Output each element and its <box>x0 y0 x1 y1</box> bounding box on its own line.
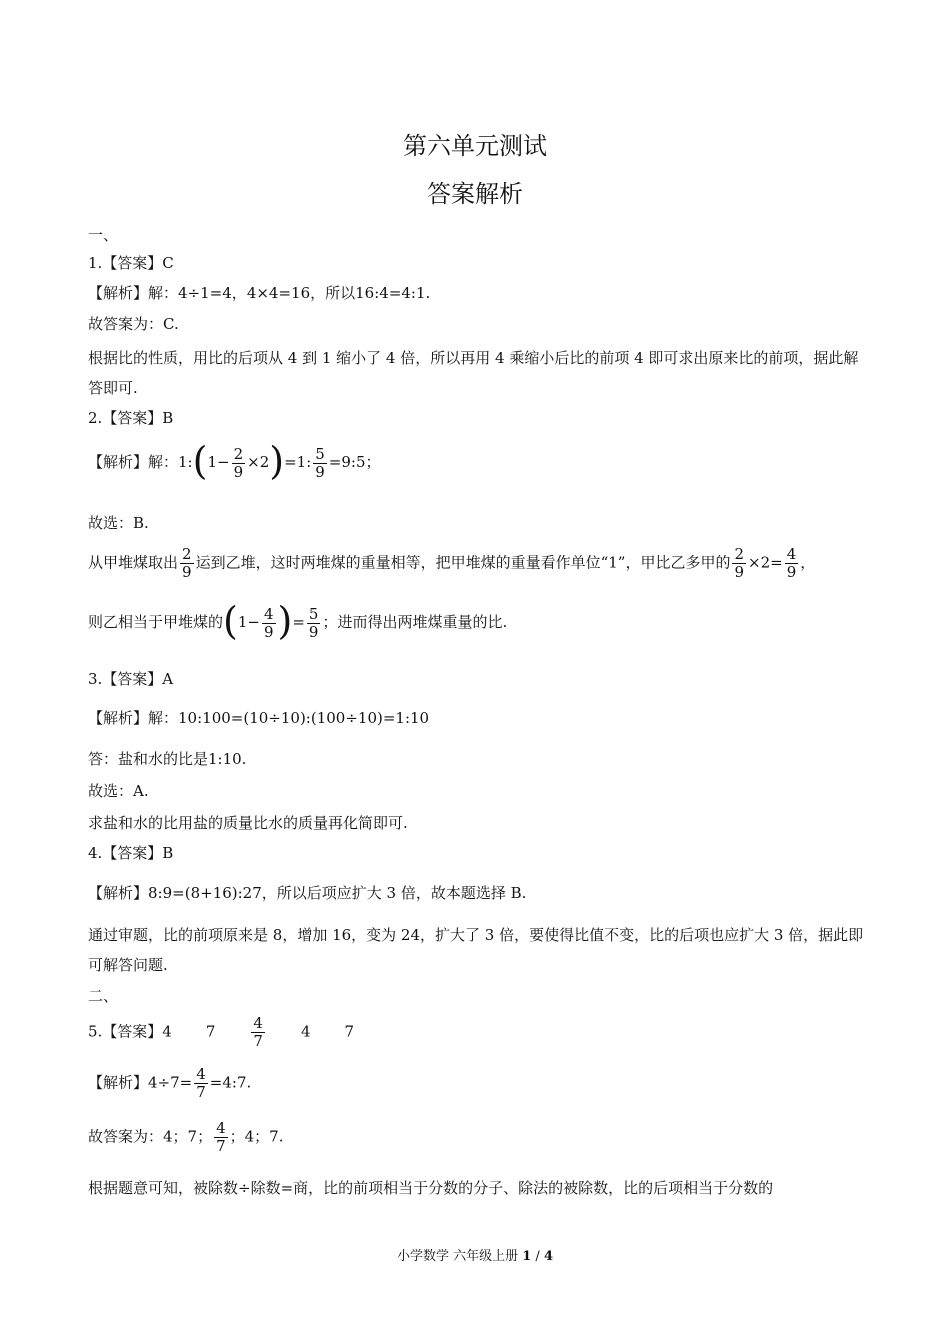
q2-fraction-1-num: 2 <box>233 444 244 463</box>
q5-conc-b: ；4；7. <box>229 1127 284 1146</box>
q4-answer: 4.【答案】B <box>88 844 174 862</box>
q1-conclusion: 故答案为：C. <box>88 315 179 333</box>
q2-analysis-label: 【解析】解： <box>88 453 179 471</box>
page-subtitle: 答案解析 <box>427 180 523 208</box>
q2-fraction-1-den: 9 <box>233 462 244 481</box>
q2-explain-fraction-1-den: 9 <box>182 563 192 581</box>
q5-expr-a: 4÷7= <box>148 1073 193 1092</box>
q5-answer-fraction <box>251 1015 265 1050</box>
q2-explain-fraction-5 <box>307 606 321 641</box>
q5-conc-a: 故答案为：4；7； <box>88 1127 213 1146</box>
page-footer <box>0 1245 950 1264</box>
q3-expression: 10:100=(10÷10):(100÷10)=1:10 <box>178 709 430 727</box>
q1-analysis <box>88 282 430 304</box>
q2-explain-fraction-2-num: 2 <box>734 545 744 563</box>
q5-explanation: 根据题意可知，被除数÷除数=商，比的前项相当于分数的分子、除法的被除数，比的后项相当于分数的 <box>88 1179 774 1197</box>
q3-analysis-label: 【解析】解： <box>88 709 179 727</box>
q2-expr-e: =9:5； <box>328 453 381 471</box>
q5-answer <box>88 1015 354 1050</box>
q2-explain2-a: 则乙相当于甲堆煤的 <box>88 613 224 631</box>
q5-analysis <box>88 1066 251 1101</box>
q5-expr-fraction-num: 4 <box>196 1065 206 1083</box>
q2-expr-b: 1− <box>207 453 230 471</box>
q2-explain-fraction-4-den: 9 <box>263 622 274 641</box>
footer-text: 小学数学 六年级上册 <box>396 1249 523 1264</box>
q4-explanation: 通过审题，比的前项原来是 8，增加 16，变为 24，扩大了 3 倍，要使得比值不变，比的后项也应扩大 3 倍，据此即可解答问题. <box>88 926 864 974</box>
q2-explain-fraction-5-num: 5 <box>308 604 319 623</box>
footer-page-total: 4 <box>543 1249 553 1264</box>
q2-explain2-c: ；进而得出两堆煤重量的比. <box>322 613 508 631</box>
q2-explanation-line-1 <box>88 546 815 581</box>
q4-analysis <box>88 882 526 904</box>
q3-explanation: 求盐和水的比用盐的质量比水的质量再化简即可. <box>88 814 408 832</box>
q5-analysis-label: 【解析】 <box>88 1073 149 1092</box>
q2-analysis <box>88 439 381 483</box>
q2-expr-d: =1: <box>284 453 312 471</box>
q5-conc-fraction <box>214 1120 228 1155</box>
q2-explain-fraction-2 <box>732 546 746 581</box>
q5-answer-5: 7 <box>344 1022 355 1041</box>
q4-tail: ，所以后项应扩大 3 倍，故本题选择 B. <box>261 884 527 902</box>
q5-answer-2: 7 <box>205 1022 216 1041</box>
q2-explain-fraction-2-den: 9 <box>734 563 744 581</box>
q3-analysis <box>88 707 429 729</box>
q2-explain-left-paren: ( <box>223 599 238 643</box>
q5-expr-end: . <box>246 1073 252 1092</box>
q1-eq-sep: ， <box>231 284 247 302</box>
q2-answer: 2.【答案】B <box>88 409 174 427</box>
q2-explain-right-paren: ) <box>277 599 293 643</box>
q2-fraction-2-num: 5 <box>315 444 325 463</box>
section-one-heading: 一、 <box>88 226 119 244</box>
q2-explain1-c: ×2= <box>748 553 783 572</box>
q2-expr-a: 1: <box>178 453 193 471</box>
page-title: 第六单元测试 <box>403 132 547 160</box>
q1-eq-a: 4÷1=4 <box>178 284 232 302</box>
q2-explain-fraction-4 <box>262 606 276 641</box>
q3-answer: 3.【答案】A <box>88 670 174 688</box>
q4-expression: 8:9=(8+16):27 <box>148 884 262 902</box>
section-two-heading: 二、 <box>88 987 119 1005</box>
q1-explanation: 根据比的性质，用比的后项从 4 到 1 缩小了 4 倍，所以再用 4 乘缩小后比的前项 4 即可求出原来比的前项，据此解答即可. <box>88 349 859 397</box>
q5-answer-fraction-num: 4 <box>253 1014 263 1032</box>
q5-expr-fraction <box>194 1066 208 1101</box>
q1-eq-c: 16:4=4:1 <box>355 284 426 302</box>
q5-answer-1: 5.【答案】4 <box>88 1022 172 1041</box>
q5-answer-4: 4 <box>300 1022 311 1041</box>
footer-separator: / <box>531 1249 544 1264</box>
q2-explain-fraction-3-den: 9 <box>786 563 797 581</box>
q2-explain-fraction-1 <box>180 546 194 581</box>
q4-analysis-label: 【解析】 <box>88 884 149 902</box>
q2-fraction-1 <box>232 446 246 481</box>
q2-explain-fraction-3 <box>785 546 799 581</box>
q5-expr-b: =4:7 <box>209 1073 247 1092</box>
q1-eq-c-pre: ，所以 <box>310 284 356 302</box>
q2-explain1-b: 运到乙堆，这时两堆煤的重量相等，把甲堆煤的重量看作单位“1”，甲比乙多甲的 <box>195 553 731 572</box>
q2-explain-fraction-5-den: 9 <box>308 622 319 641</box>
q2-explain1-a: 从甲堆煤取出 <box>88 553 179 572</box>
q2-conclusion: 故选：B. <box>88 514 149 532</box>
q1-eq-end: . <box>425 284 431 302</box>
q2-explain-fraction-3-num: 4 <box>786 545 797 563</box>
q1-answer: 1.【答案】C <box>88 254 174 272</box>
q2-expr-c: ×2 <box>247 453 270 471</box>
q3-conclusion: 故选：A. <box>88 782 149 800</box>
q5-conc-fraction-den: 7 <box>216 1137 226 1155</box>
q2-fraction-2-den: 9 <box>315 462 325 481</box>
footer-page-number: 1 <box>522 1249 532 1264</box>
q2-explanation-line-2 <box>88 599 508 643</box>
q2-left-paren: ( <box>192 439 208 483</box>
q1-analysis-label: 【解析】解： <box>88 284 179 302</box>
q3-reply: 答：盐和水的比是1:10. <box>88 750 247 768</box>
q5-conclusion <box>88 1120 284 1155</box>
q2-explain2-b: = <box>292 613 305 631</box>
q2-explain1-d: ， <box>800 553 816 572</box>
q2-fraction-2 <box>313 446 327 481</box>
q5-conc-fraction-num: 4 <box>216 1119 226 1137</box>
q2-right-paren: ) <box>269 439 285 483</box>
q2-explain-e4pre: 1− <box>237 613 260 631</box>
q1-eq-b: 4×4=16 <box>246 284 311 302</box>
q2-explain-fraction-4-num: 4 <box>263 604 274 623</box>
q2-explain-fraction-1-num: 2 <box>182 545 192 563</box>
q5-answer-fraction-den: 7 <box>253 1032 263 1050</box>
q5-expr-fraction-den: 7 <box>196 1083 206 1101</box>
